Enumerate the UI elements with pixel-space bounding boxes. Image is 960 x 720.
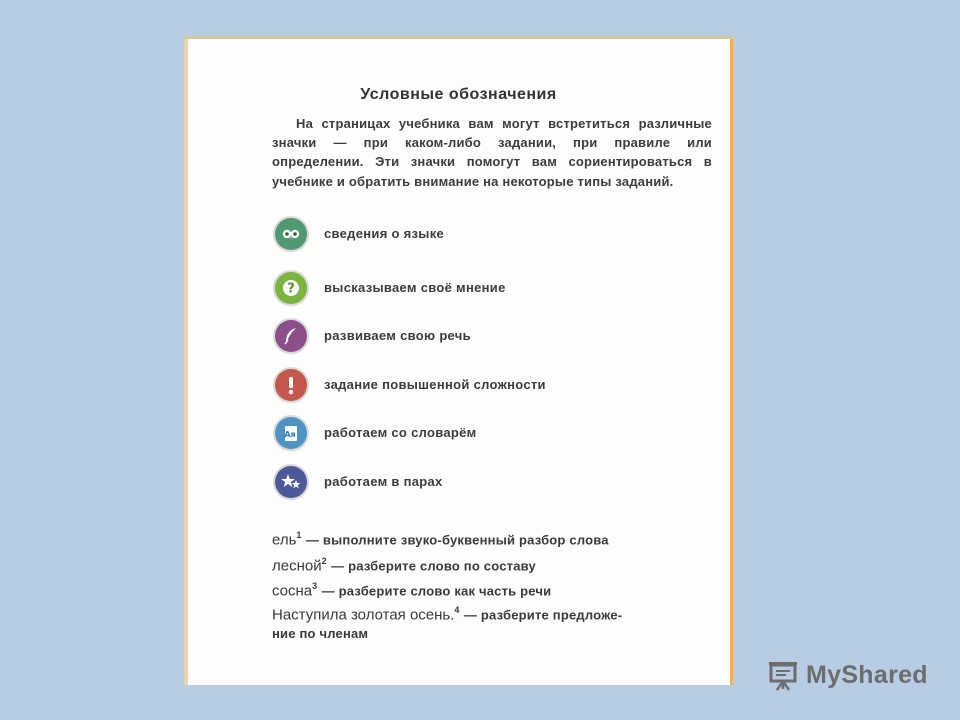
intro-paragraph: На страницах учебника вам могут встретиться различные значки — при каком-либо задании, при правиле или определении. Эти значки помогут вам сориентироваться в учебнике и обратить внимание на некоторые типы заданий. [272, 116, 712, 189]
legend-item-pairs [275, 466, 695, 502]
feather-icon [275, 320, 307, 352]
example-number: 4 [454, 605, 460, 615]
page-title: Условные обозначения [360, 86, 557, 103]
example-word: Наступила золотая осень. [272, 606, 455, 624]
example-description: — разберите слово по составу [331, 558, 536, 574]
owl-icon [275, 218, 307, 250]
exclamation-icon [275, 369, 307, 401]
example-part-of-speech [272, 581, 551, 600]
textbook-page [184, 36, 733, 685]
legend-item-advanced [275, 369, 695, 405]
example-number: 2 [321, 556, 327, 566]
example-word: сосна [272, 582, 313, 600]
legend-item-dictionary [275, 417, 695, 453]
dictionary-icon [275, 417, 307, 449]
legend-label: работаем со словарём [324, 425, 477, 440]
example-word: ель [272, 531, 297, 549]
stars-icon [275, 466, 307, 498]
example-number: 1 [296, 530, 302, 540]
example-phonetic [272, 530, 609, 549]
watermark-text: MyShared [806, 660, 928, 689]
example-number: 3 [312, 581, 318, 591]
svg-text:?: ? [287, 281, 295, 297]
presentation-icon [766, 658, 800, 692]
svg-text:Aя: Aя [284, 430, 296, 439]
example-composition [272, 556, 536, 575]
question-icon [275, 272, 307, 304]
example-sentence [272, 605, 622, 624]
example-description: — разберите предложе- [463, 607, 623, 623]
legend-label: задание повышенной сложности [324, 377, 546, 392]
example-sentence-continuation: ние по членам [272, 626, 369, 641]
legend-label: работаем в парах [324, 474, 443, 489]
legend-label: развиваем свою речь [324, 328, 471, 343]
legend-item-speech [275, 320, 695, 356]
legend-item-opinion [275, 272, 695, 308]
example-description: — выполните звуко-буквенный разбор слова [305, 532, 609, 548]
legend-label: высказываем своё мнение [324, 280, 506, 295]
legend-label: сведения о языке [324, 226, 445, 241]
example-description: — разберите слово как часть речи [321, 583, 552, 599]
myshared-logo [766, 657, 928, 693]
example-word: лесной [272, 557, 322, 575]
legend-item-language-info [275, 218, 695, 254]
